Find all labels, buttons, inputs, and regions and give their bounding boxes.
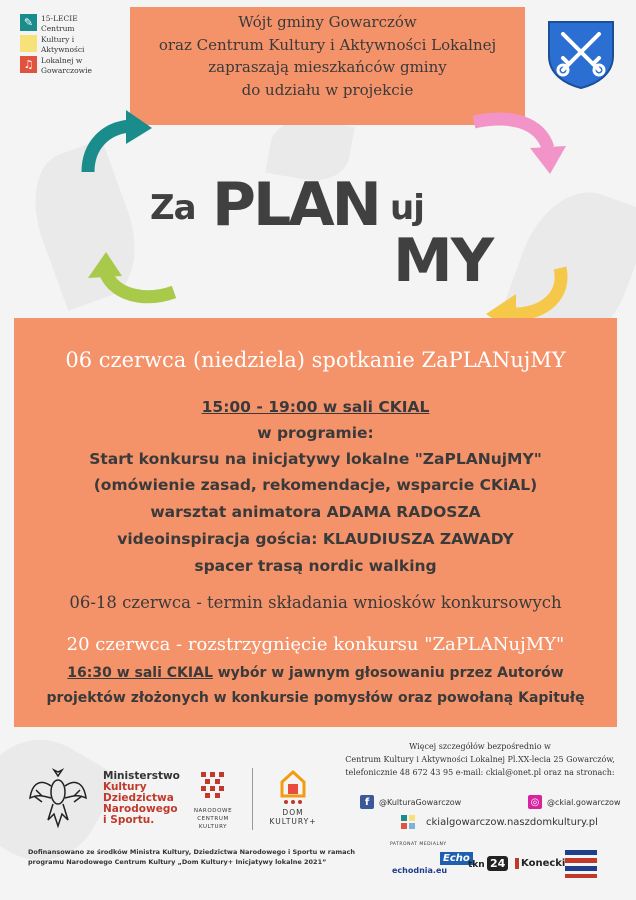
invitation-line: oraz Centrum Kultury i Aktywności Lokalnej — [158, 35, 497, 54]
ckial-15-logo — [20, 14, 100, 77]
program-item: spacer trasą nordic walking — [194, 557, 437, 575]
deadline-text: 06-18 czerwca - termin składania wniosków konkursowych — [69, 593, 562, 612]
teal-arrow-icon — [78, 110, 158, 180]
invitation-line: zapraszają mieszkańców gminy — [208, 58, 447, 76]
logo-text: Lokalnej w — [41, 56, 83, 65]
facebook-link[interactable] — [360, 795, 461, 809]
tkn24-logo: 24 — [487, 856, 508, 871]
music-note-icon: ♫ — [20, 56, 37, 73]
program-item: (omówienie zasad, rekomendacje, wsparcie CKiAL) — [93, 476, 538, 494]
funding-line: Dofinansowano ze środków Ministra Kultury, Dziedzictwa Narodowego i Sportu w ramach — [28, 848, 355, 856]
event-panel — [14, 318, 617, 727]
instagram-handle: @ckial.gowarczow — [547, 797, 621, 807]
title-uj: uj — [390, 188, 424, 228]
echo-logo: Echo — [440, 852, 473, 865]
vote-time: 16:30 w sali CKIAL — [67, 665, 213, 681]
nck-logo — [190, 770, 236, 831]
funding-note — [28, 847, 355, 867]
ministry-text: Ministerstwo — [103, 770, 180, 782]
nck-text: CENTRUM — [197, 816, 229, 822]
yellow-square-icon — [20, 35, 37, 52]
facebook-handle: @KulturaGowarczow — [379, 797, 462, 807]
dom-kultury-logo — [262, 768, 324, 826]
dom-kultury-text: KULTURY+ — [269, 817, 317, 826]
title-plan: PLAN — [212, 170, 379, 240]
website-link[interactable] — [400, 814, 598, 830]
instagram-link[interactable] — [528, 795, 621, 809]
website-url: ckialgowarczow.naszdomkultury.pl — [426, 816, 598, 828]
logo-text: Aktywności — [41, 45, 85, 54]
logo-text: Gowarczowie — [41, 66, 92, 75]
echodnia-logo: echodnia.eu — [392, 866, 448, 875]
radio-logo-icon — [565, 848, 597, 878]
konecki-logo: Konecki — [515, 858, 565, 869]
program-label: w programie: — [257, 424, 374, 442]
ministry-text: i Sportu. — [103, 814, 155, 826]
result-text: 20 czerwca - rozstrzygnięcie konkursu "ZaPLANujMY" — [66, 634, 565, 655]
green-arrow-icon — [86, 252, 178, 312]
media-patronage-label: PATRONAT MEDIALNY — [390, 842, 447, 847]
ministry-text: Narodowego — [103, 803, 178, 815]
polish-eagle-icon — [28, 768, 88, 830]
logo-text: 15-LECIE — [41, 14, 78, 23]
gowarczow-crest-icon — [545, 18, 617, 90]
logo-text: Centrum — [41, 24, 75, 33]
logo-text: Kultury i — [41, 35, 75, 44]
pink-arrow-icon — [470, 108, 570, 178]
instagram-icon: ◎ — [528, 795, 542, 809]
program-item: Start konkursu na inicjatywy lokalne "ZaPLANujMY" — [89, 450, 542, 468]
leaf-icon: ✎ — [20, 14, 37, 31]
dom-kultury-text: DOM — [282, 808, 304, 817]
program-item: videoinspiracja gościa: KLAUDIUSZA ZAWADY — [117, 530, 514, 548]
vote-line: projektów złożonych w konkursie pomysłów oraz powołaną Kapitułę — [46, 690, 585, 706]
ministry-logo — [103, 771, 180, 826]
contact-info — [330, 740, 630, 779]
ministry-text: Dziedzictwa — [103, 792, 174, 804]
logo-divider — [252, 768, 253, 830]
contact-line: Więcej szczegółów bezpośrednio w — [409, 742, 551, 751]
title-my: MY — [393, 226, 493, 296]
invitation-box — [130, 7, 525, 125]
facebook-icon: f — [360, 795, 374, 809]
title-za: Za — [150, 188, 196, 228]
website-icon — [400, 814, 416, 830]
vote-line — [14, 665, 617, 681]
nck-emblem-icon — [199, 770, 227, 804]
nck-text: NARODOWE — [193, 808, 233, 814]
contact-line: Centrum Kultury i Aktywności Lokalnej Pl.XX-lecia 25 Gowarczów, — [345, 755, 615, 764]
funding-line: programu Narodowego Centrum Kultury „Dom Kultury+ Inicjatywy lokalne 2021” — [28, 858, 327, 866]
event-heading: 06 czerwca (niedziela) spotkanie ZaPLANujMY — [65, 348, 566, 372]
ministry-text: Kultury — [103, 781, 147, 793]
vote-rest: wybór w jawnym głosowaniu przez Autorów — [212, 665, 564, 681]
invitation-line: do udziału w projekcie — [241, 80, 414, 99]
tkn-logo: tkn — [468, 860, 485, 870]
event-time-place: 15:00 - 19:00 w sali CKIAL — [201, 398, 430, 416]
invitation-line: Wójt gminy Gowarczów — [238, 13, 417, 31]
contact-line: telefonicznie 48 672 43 95 e-mail: ckial@onet.pl oraz na stronach: — [345, 768, 615, 777]
program-item: warsztat animatora ADAMA RADOSZA — [150, 503, 481, 521]
house-icon — [278, 768, 308, 806]
nck-text: KULTURY — [198, 824, 228, 830]
